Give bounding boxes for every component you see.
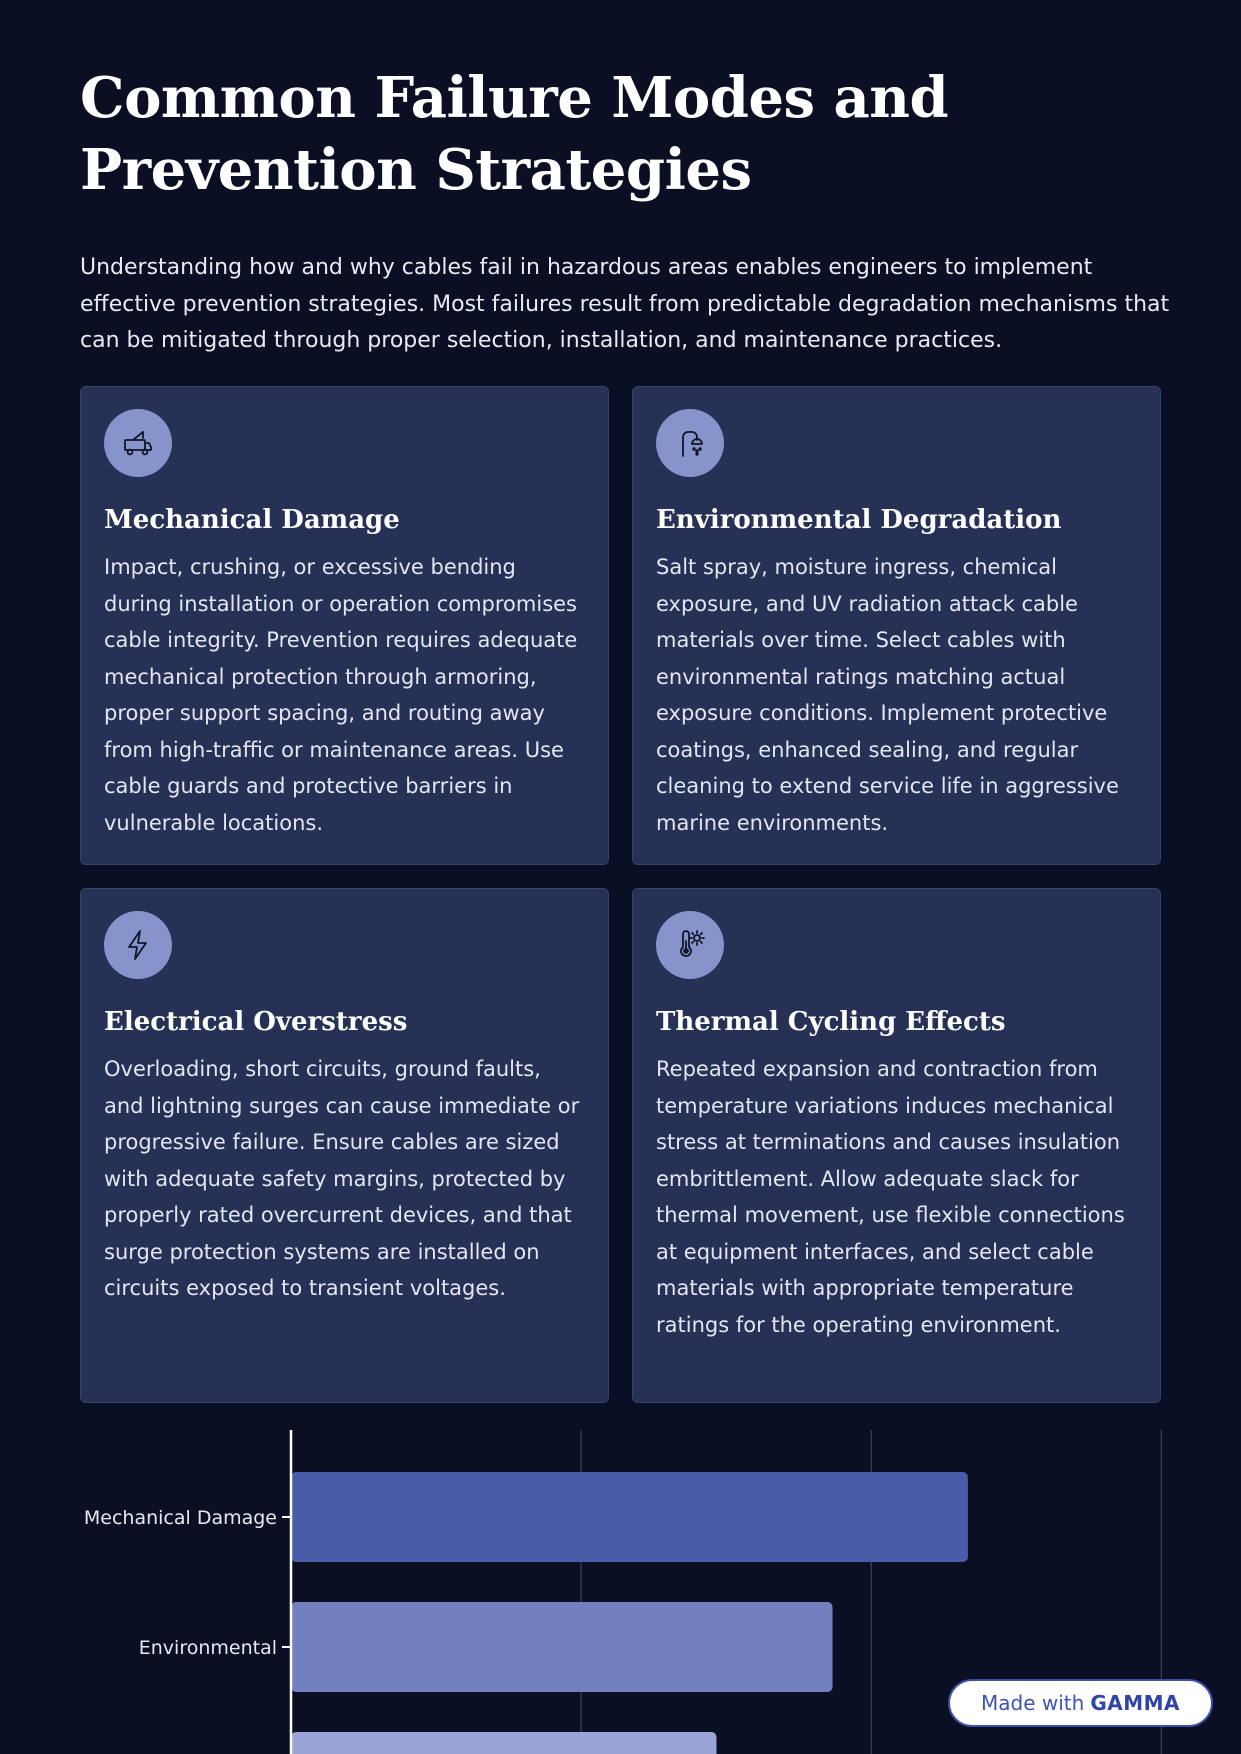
card-title: Environmental Degradation [656,505,1062,535]
card-environmental-degradation [632,386,1161,865]
card-title: Thermal Cycling Effects [656,1007,1006,1037]
card-mechanical-damage [80,386,609,865]
chart-category-label: Environmental [138,1637,277,1659]
card-electrical-overstress [80,888,609,1403]
card-title: Mechanical Damage [104,505,400,535]
card-body: Overloading, short circuits, ground faults, and lightning surges can cause immediate or progressive failure. Ensure cables are sized with adequate safety margins, protected by properly rated overcurrent devices, and that surge protection systems are installed on circuits exposed to transient voltages. [104,1057,580,1300]
thermometer-sun-icon [656,911,724,979]
gamma-logo: GAMMA [1090,1691,1180,1715]
intro-paragraph: Understanding how and why cables fail in hazardous areas enables engineers to implement effective prevention strategies. Most failures result from predictable degradation mechanisms that can be mitigated through proper selection, installation, and maintenance practices. [80,255,1170,353]
chart-bar [291,1472,968,1562]
shower-icon [656,409,724,477]
card-body: Salt spray, moisture ingress, chemical exposure, and UV radiation attack cable materials over time. Select cables with environmental ratings matching actual exposure conditions. Implement protective coatings, enhanced sealing, and regular cleaning to extend service life in aggressive marine environments. [656,555,1119,835]
card-title: Electrical Overstress [104,1007,408,1037]
card-body: Repeated expansion and contraction from temperature variations induces mechanical stress at terminations and causes insulation embrittlement. Allow adequate slack for thermal movement, use flexible connections at equipment interfaces, and select cable materials with appropriate temperature ratings for the operating environment. [656,1057,1125,1337]
chart-bar [291,1602,833,1692]
lightning-bolt-icon [104,911,172,979]
page-title: Common Failure Modes and Prevention Strategies [80,65,949,203]
badge-prefix: Made with [981,1691,1085,1715]
card-body: Impact, crushing, or excessive bending during installation or operation compromises cable integrity. Prevention requires adequate mechanical protection through armoring, proper support spacing, and routing away from high-traffic or maintenance areas. Use cable guards and protective barriers in vulnerable locations. [104,555,578,835]
crane-truck-icon [104,409,172,477]
card-thermal-cycling-effects [632,888,1161,1403]
chart-bar [291,1732,716,1754]
chart-category-label: Mechanical Damage [83,1507,277,1529]
made-with-gamma-badge[interactable] [948,1679,1213,1727]
